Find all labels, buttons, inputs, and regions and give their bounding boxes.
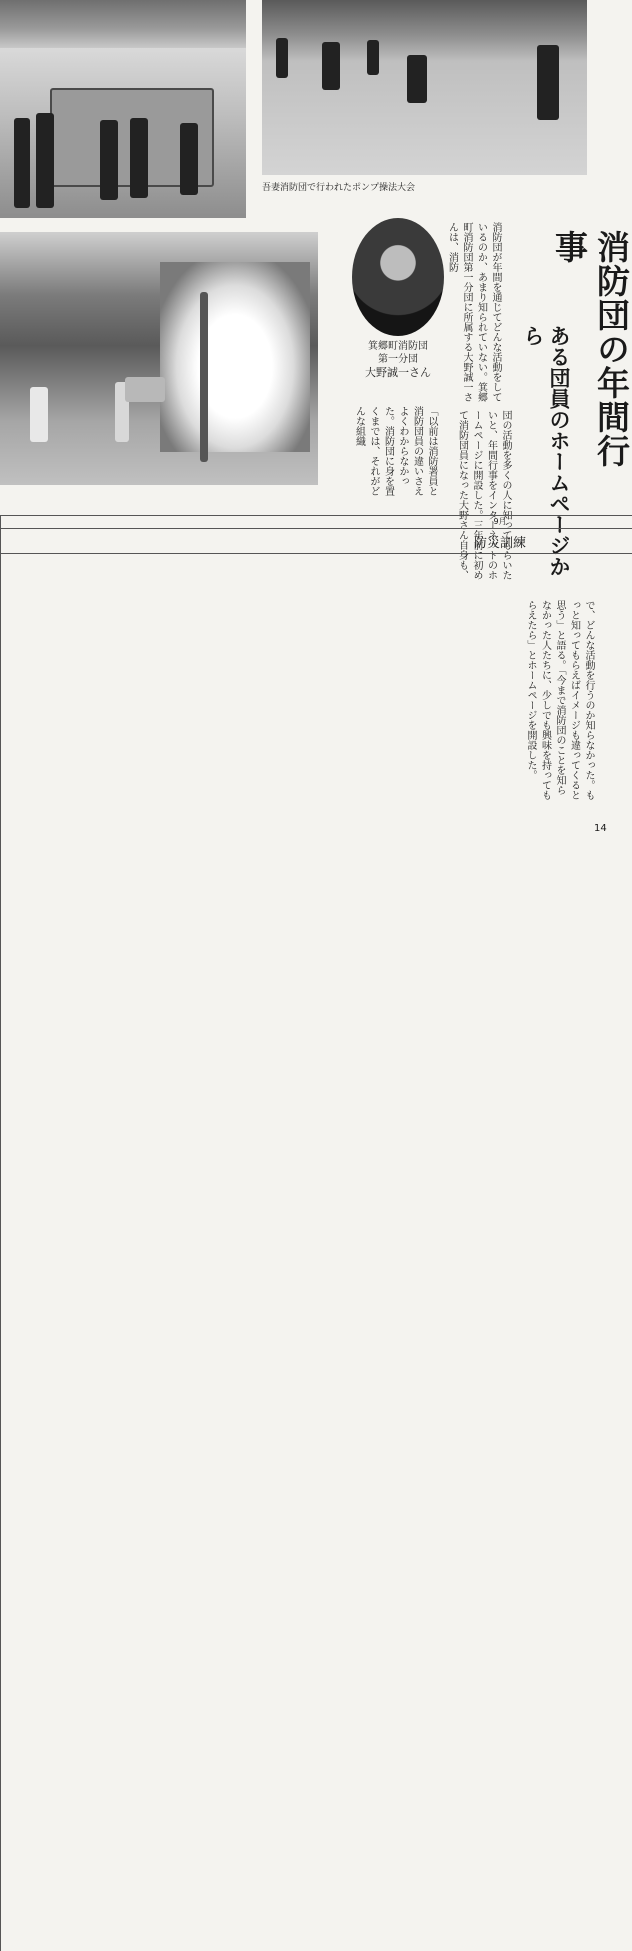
article-title: 消防団の年間行事 [548, 230, 632, 490]
desc-sep [1, 554, 632, 1951]
intro-col-3: 「以前は消防署員と消防団員の違いさえよくわからなかった。消防団に身を置くまでは、それがどんな組織 [318, 406, 438, 496]
portrait-photo [352, 218, 444, 336]
intro-col-2: 団の活動を多くの人に知ってもらいたいと、年間行事をインターネットのホームページに開設した。三年前に初めて消防団員になった大野さん自身も、 [448, 410, 512, 585]
intro-col-1: 消防団が年間を通じてどんな活動をしているのか、あまり知られていない。箕郷町消防団第一分団に所属する大野誠一さんは、消防 [458, 222, 502, 402]
article-subtitle: ある団員のホームページから [520, 325, 572, 585]
portrait-caption-org: 箕郷町消防団 [352, 340, 444, 353]
intro-col-4: で、どんな活動を行うのか知らなかった。もっと知ってもらえばイメージも違ってくると思う」と語る。「今まで消防団のことを知らなかった人たちに、少しでも興味を持ってもらえたら」とホームページを開設した。 [470, 600, 595, 800]
photo-fire-engine-crew [0, 48, 246, 218]
portrait-caption-unit: 第一分団 [352, 353, 444, 366]
photo-top-left-strip [0, 0, 246, 48]
col-sep: 9月 [1, 516, 632, 529]
portrait-caption [352, 340, 444, 379]
portrait-caption-name: 大野誠一さん [352, 366, 444, 379]
photo-pump-drill [262, 0, 587, 175]
photo-caption: 吾妻消防団で行われたポンプ操法大会 [262, 180, 415, 193]
event-sep: 防災訓練 [1, 529, 632, 554]
page-number: 14 [594, 823, 607, 834]
event-schedule-table [0, 515, 632, 1951]
photo-fire-drill [0, 232, 318, 485]
